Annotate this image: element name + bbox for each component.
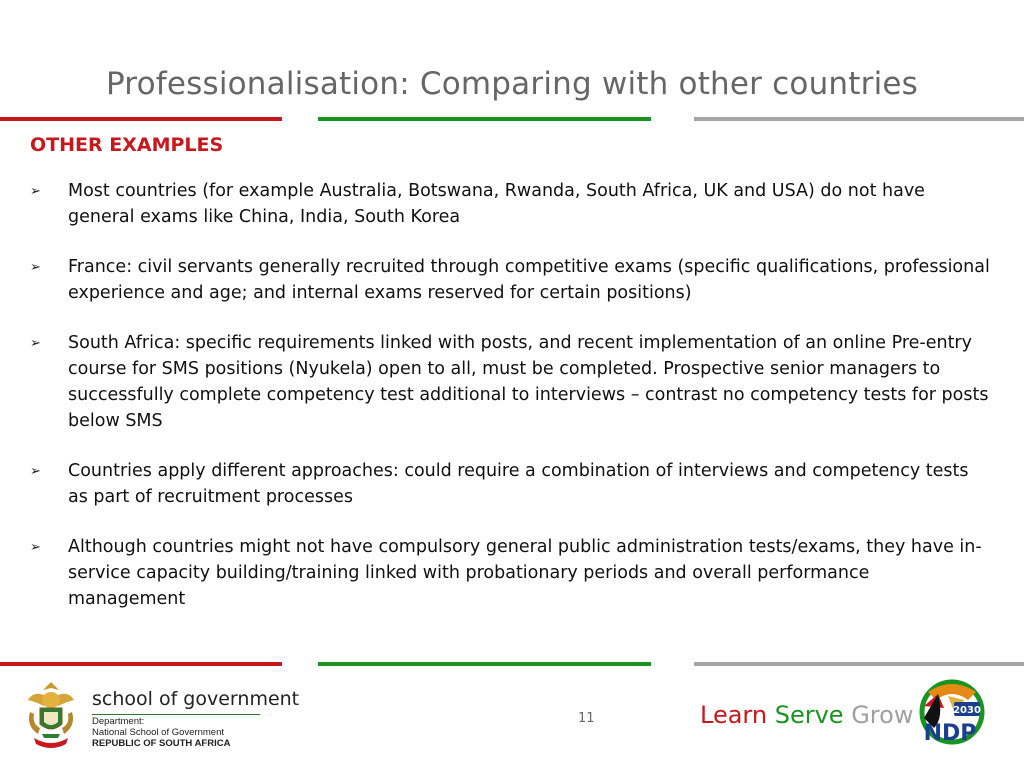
arrow-bullet-icon: ➢ [30, 540, 41, 555]
country-name: REPUBLIC OF SOUTH AFRICA [92, 738, 231, 749]
arrow-bullet-icon: ➢ [30, 336, 41, 351]
bullet-text: Most countries (for example Australia, Botswana, Rwanda, South Africa, UK and USA) do not have general exams like China, India, South Korea [68, 181, 925, 227]
slogan-learn: Learn [700, 701, 768, 729]
header-rule-green [318, 117, 651, 121]
arrow-bullet-icon: ➢ [30, 184, 41, 199]
bullet-item [30, 330, 990, 434]
bullet-item [30, 534, 990, 612]
footer-rule-green [318, 662, 651, 666]
coat-of-arms-icon [20, 678, 82, 754]
header-rule-red [0, 117, 282, 121]
bullet-text: South Africa: specific requirements linked with posts, and recent implementation of an online Pre-entry course for SMS positions (Nyukela) open to all, must be completed. Prospective senior managers to successfully complete competency test additional to interviews – contrast no competency tests for posts below SMS [68, 333, 989, 431]
footer-rule-grey [694, 662, 1024, 666]
bullet-list [30, 178, 990, 636]
section-heading: OTHER EXAMPLES [30, 134, 224, 156]
bullet-text: Countries apply different approaches: could require a combination of interviews and competency tests as part of recruitment processes [68, 461, 969, 507]
slogan-serve: Serve [774, 701, 844, 729]
arrow-bullet-icon: ➢ [30, 464, 41, 479]
bullet-item [30, 254, 990, 306]
arrow-bullet-icon: ➢ [30, 260, 41, 275]
org-name: school of government [92, 688, 300, 710]
department-label: Department: [92, 716, 145, 727]
ndp-year: 2030 [953, 705, 981, 716]
slide-title: Professionalisation: Comparing with other countries [105, 66, 919, 102]
bullet-item [30, 178, 990, 230]
slogan-grow: Grow [851, 701, 914, 729]
org-name-underline [92, 714, 260, 715]
slogan [700, 701, 913, 729]
department-name: National School of Government [92, 727, 225, 738]
bullet-text: France: civil servants generally recruited through competitive exams (specific qualifications, professional experience and age; and internal exams reserved for certain positions) [68, 257, 990, 303]
ndp-2030-logo [914, 678, 986, 754]
ndp-label: NDP [923, 721, 977, 746]
footer-rule-red [0, 662, 282, 666]
bullet-item [30, 458, 990, 510]
page-number: 11 [578, 711, 595, 726]
header-rule-grey [694, 117, 1024, 121]
bullet-text: Although countries might not have compulsory general public administration tests/exams, they have in-service capacity building/training linked with probationary periods and overall performance management [68, 537, 982, 609]
